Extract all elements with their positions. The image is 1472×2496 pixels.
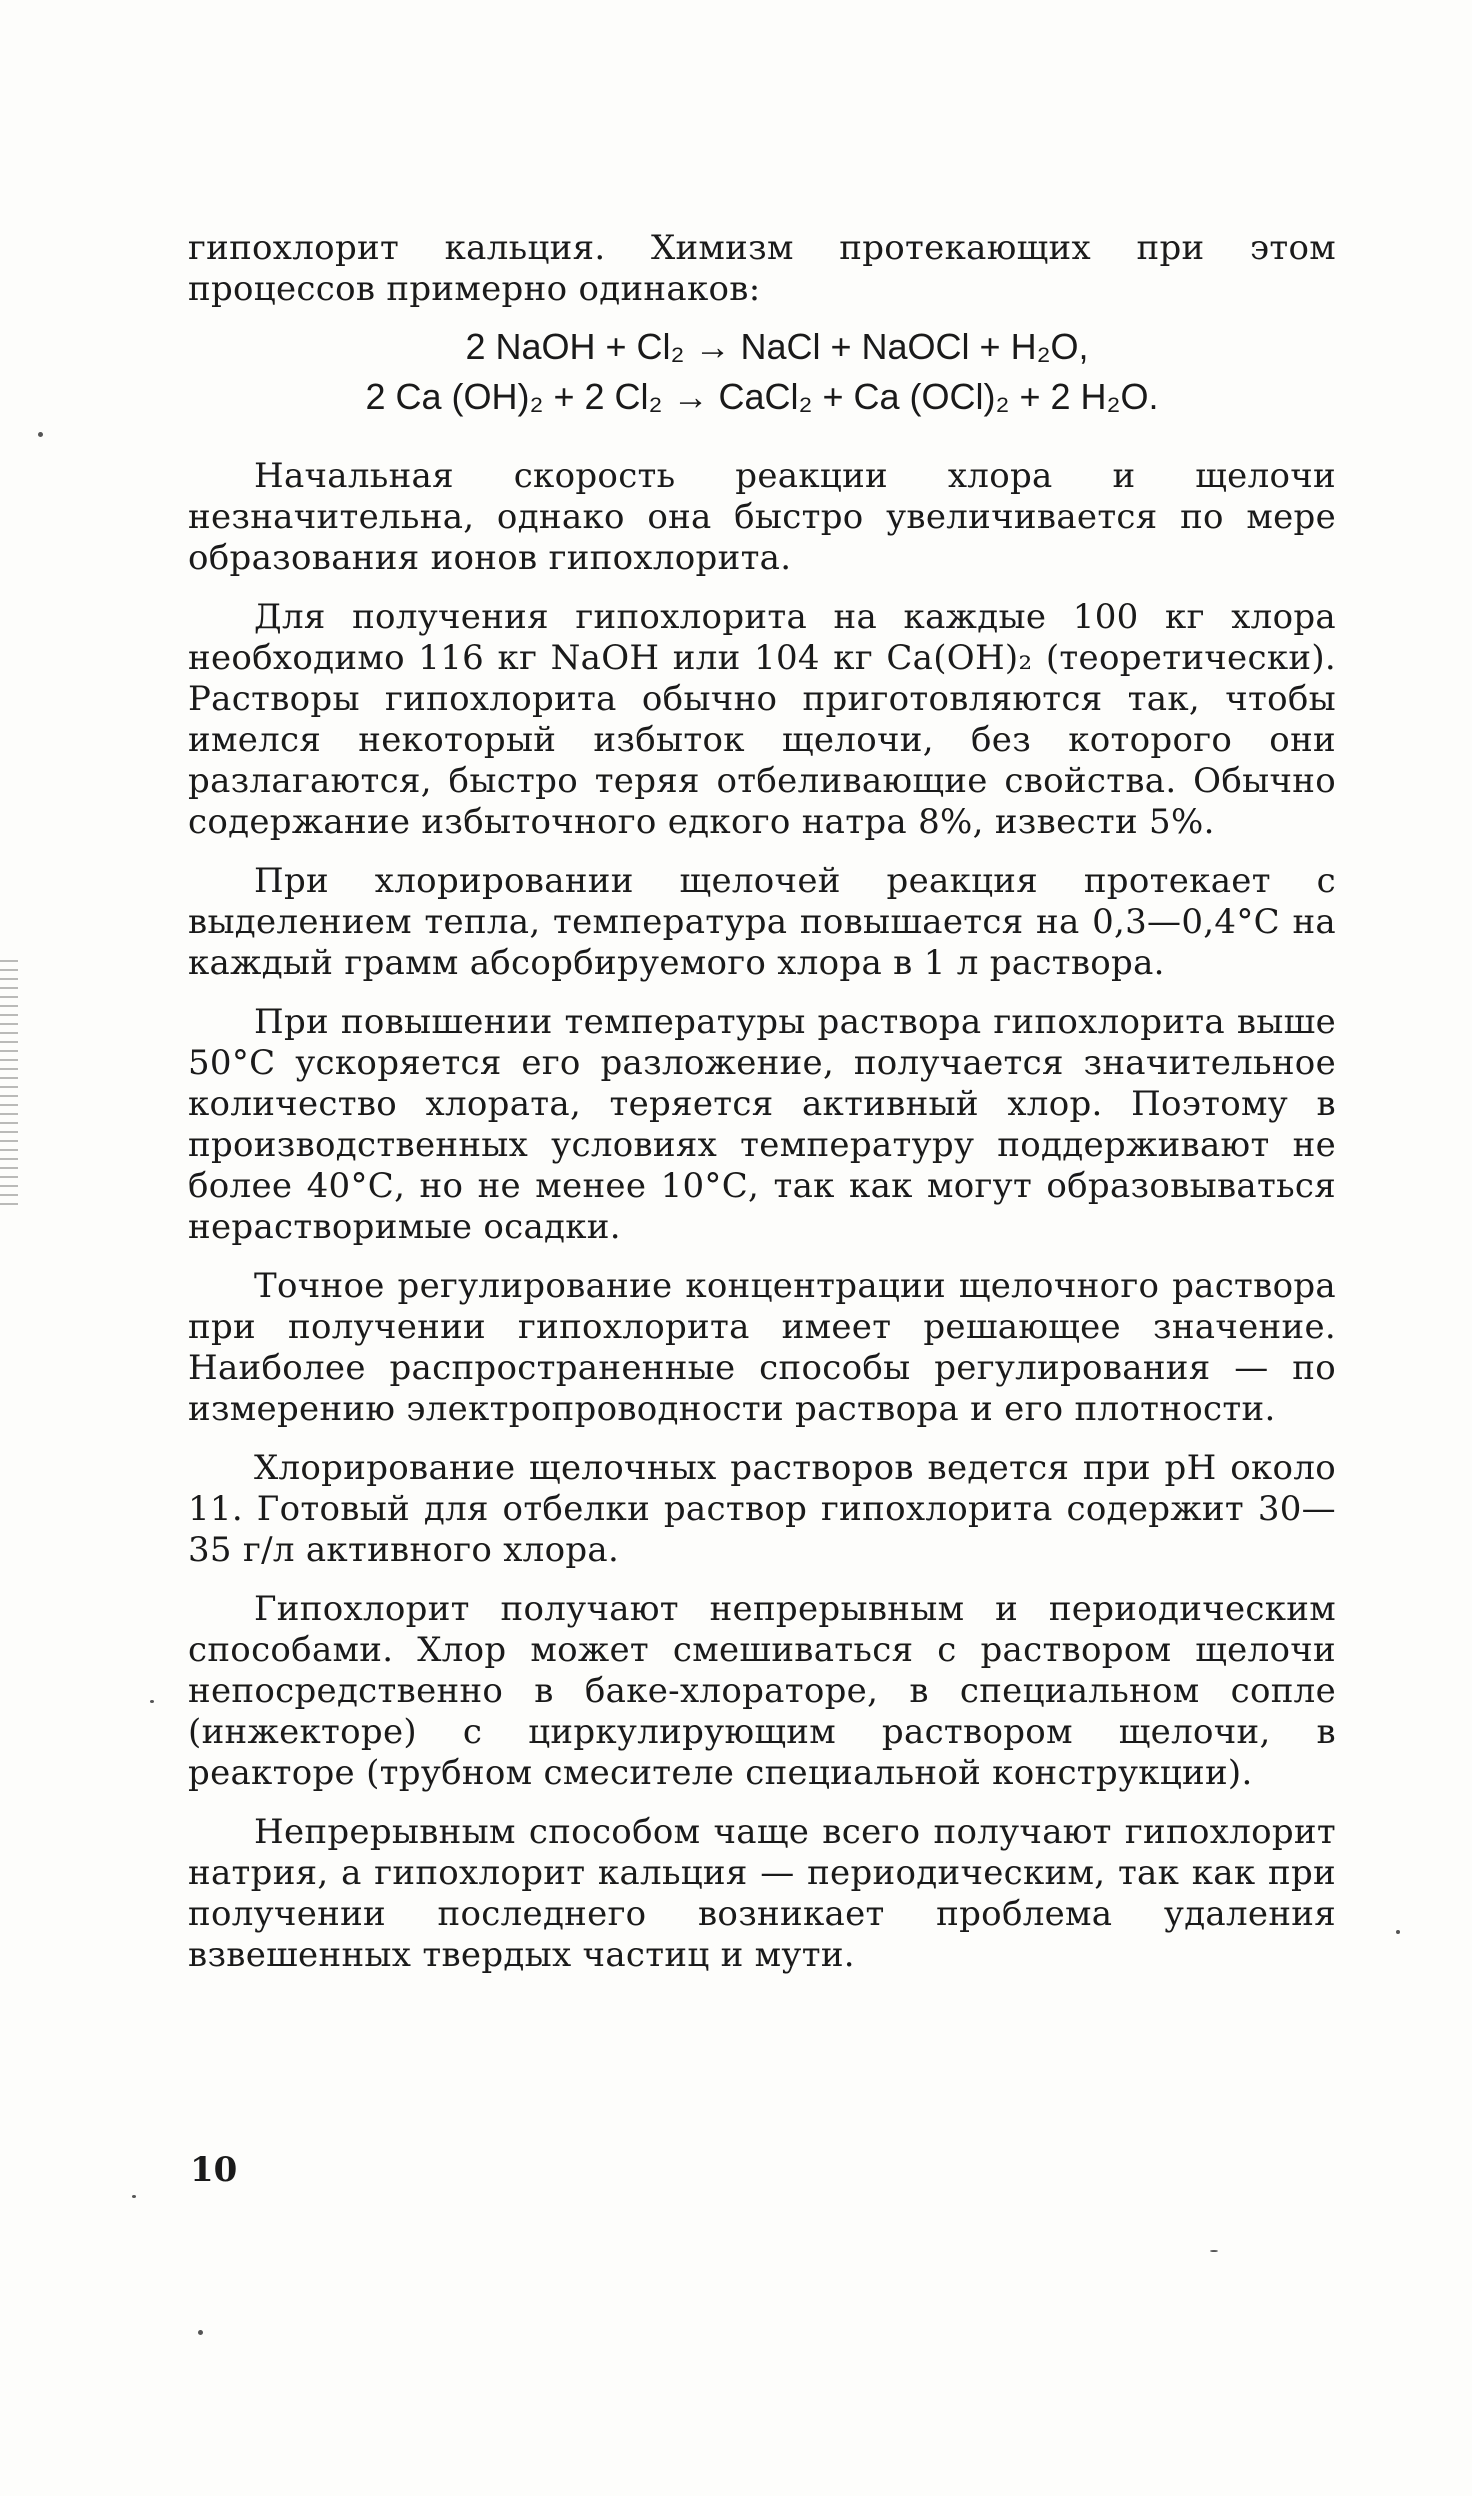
paragraph-heat-release: При хлорировании щелочей реакция протекает с выделением тепла, температура повышается на 0,3—0,4°С на каждый грамм абсорбируемого хлора в 1 л раствора. [188,861,1336,983]
page-content [188,228,1336,1976]
page-number: 10 [190,2150,238,2190]
paragraph-methods: Гипохлорит получают непрерывным и периодическим способами. Хлор может смешиваться с раствором щелочи непосредственно в баке-хлораторе, в специальном сопле (инжекторе) с циркулирующим раствором щелочи, в реакторе (трубном смесителе специальной конструкции). [188,1589,1336,1793]
paragraph-concentration-control: Точное регулирование концентрации щелочного раствора при получении гипохлорита имеет решающее значение. Наиболее распространенные способы регулирования — по измерению электропроводности раствора и его плотности. [188,1266,1336,1429]
paragraph-continuous-method: Непрерывным способом чаще всего получают гипохлорит натрия, а гипохлорит кальция — периодическим, так как при получении последнего возникает проблема удаления взвешенных твердых частиц и мути. [188,1812,1336,1975]
scan-speck [132,2195,136,2198]
scan-speck [198,2330,203,2335]
paragraph-ph: Хлорирование щелочных растворов ведется при pH около 11. Готовый для отбелки раствор гипохлорита содержит 30—35 г/л активного хлора. [188,1448,1336,1570]
paragraph-temperature: При повышении температуры раствора гипохлорита выше 50°С ускоряется его разложение, получается значительное количество хлората, теряется активный хлор. Поэтому в производственных условиях температуру поддерживают не более 40°С, но не менее 10°С, так как могут образовываться нерастворимые осадки. [188,1002,1336,1247]
equation-caoh: 2 Ca (OH)₂ + 2 Cl₂ → CaCl₂ + Ca (OCl)₂ + 2 H₂O. [365,376,1159,417]
paragraph-intro: гипохлорит кальция. Химизм протекающих при этом процессов примерно одинаков: [188,228,1336,309]
paragraph-reagent-quantities: Для получения гипохлорита на каждые 100 кг хлора необходимо 116 кг NaOH или 104 кг Ca(OH)₂ (теоретически). Растворы гипохлорита обычно приготовляются так, чтобы имелся некоторый избыток щелочи, без которого они разлагаются, быстро теряя отбеливающие свойства. Обычно содержание избыточного едкого натра 8%, извести 5%. [188,597,1336,842]
scan-speck [1210,2250,1218,2252]
chemical-equations [188,322,1336,422]
scan-speck [150,1700,154,1703]
equation-naoh: 2 NaOH + Cl₂ → NaCl + NaOCl + H₂O, [465,326,1089,367]
scan-edge-noise [0,960,18,1210]
paragraph-reaction-rate: Начальная скорость реакции хлора и щелочи незначительна, однако она быстро увеличивается по мере образования ионов гипохлорита. [188,456,1336,578]
scan-speck [38,432,43,437]
scan-speck [1396,1930,1400,1934]
